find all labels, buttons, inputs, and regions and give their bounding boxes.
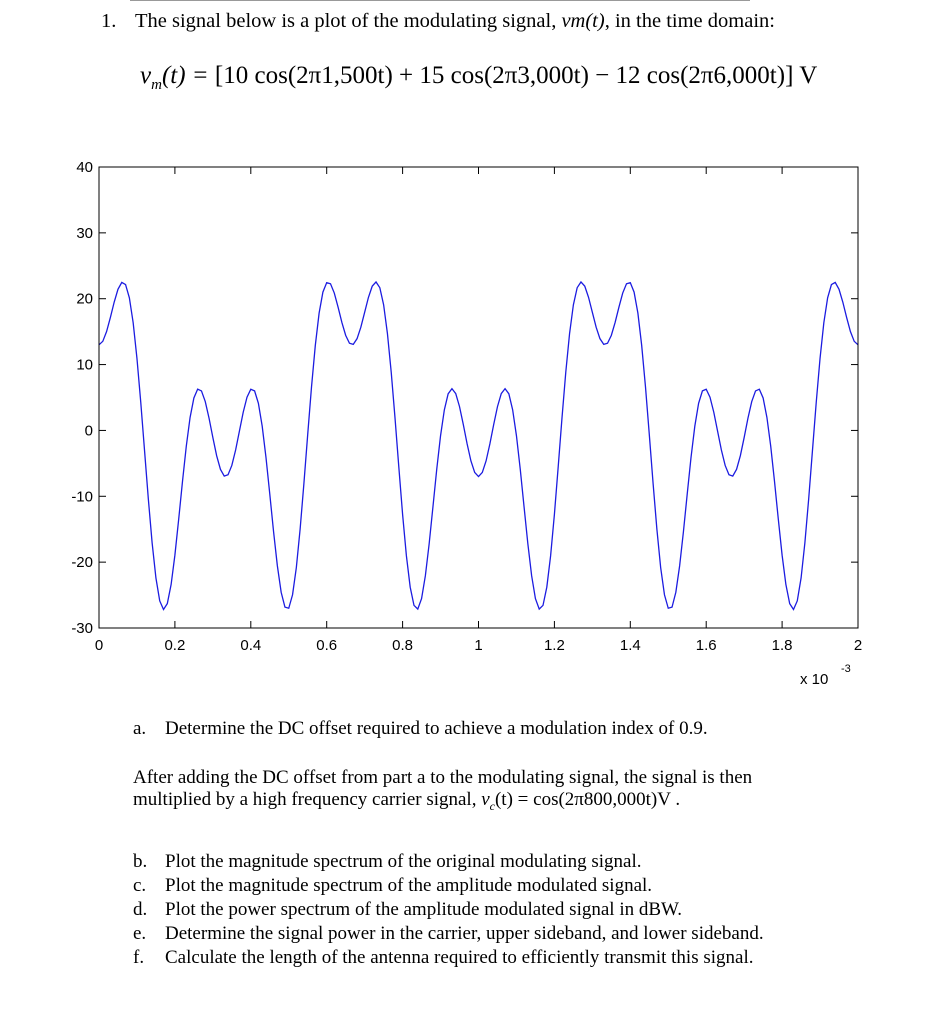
paragraph-line2-text: multiplied by a high frequency carrier signal,	[133, 789, 482, 810]
x-tick-label: 0	[94, 637, 104, 654]
x-tick-label: 2	[853, 637, 863, 654]
x-tick-label: 1.4	[619, 637, 641, 654]
part-text: Determine the signal power in the carrier, upper sideband, and lower sideband.	[165, 923, 764, 944]
y-tick-label: 10	[76, 356, 93, 374]
y-tick-label: -10	[71, 488, 93, 506]
part-label: c.	[133, 875, 147, 896]
x-tick-label: 0.4	[240, 637, 262, 654]
carrier-eq-v: v	[481, 789, 490, 810]
list-item	[133, 946, 764, 970]
part-a-text: Determine the DC offset required to achieve a modulation index of 0.9.	[165, 718, 708, 739]
part-label: f.	[133, 947, 145, 968]
y-tick-label: 0	[84, 422, 93, 440]
equation-rhs: [10 cos(2π1,500t) + 15 cos(2π3,000t) − 12 cos(2π6,000t)] V	[214, 62, 818, 89]
y-tick-label: -30	[71, 620, 93, 637]
list-item	[133, 874, 764, 898]
paragraph-line2	[133, 789, 752, 817]
y-tick-label: 20	[76, 290, 93, 308]
list-item	[133, 898, 764, 922]
equation-lhs-arg: (t) =	[161, 62, 209, 89]
y-tick-label: 30	[76, 224, 93, 242]
paragraph-line2-end: .	[670, 789, 681, 810]
x-tick-label: 0.6	[316, 637, 338, 654]
question-text-before: The signal below is a plot of the modulating signal,	[135, 10, 562, 32]
equation-lhs-sub: m	[151, 77, 162, 93]
question-text-after: , in the time domain:	[604, 10, 775, 32]
y-tick-label: 40	[76, 159, 93, 176]
x-scale-label: x 10	[800, 671, 829, 688]
question-number: 1.	[101, 10, 117, 32]
part-a	[133, 718, 708, 740]
x-tick-label: 1.2	[543, 637, 565, 654]
x-tick-label: 1.6	[695, 637, 717, 654]
list-item	[133, 850, 764, 874]
x-tick-label: 1	[474, 637, 483, 654]
carrier-equation	[481, 789, 671, 813]
carrier-eq-rest: (t) = cos(2π800,000t)V	[494, 789, 671, 810]
paragraph-line1: After adding the DC offset from part a to the modulating signal, the signal is then	[133, 767, 753, 788]
carrier-eq-sub: c	[489, 798, 495, 813]
y-tick-label: -20	[71, 554, 93, 572]
part-label: d.	[133, 899, 148, 920]
parts-list	[133, 850, 764, 970]
part-text: Plot the magnitude spectrum of the amplitude modulated signal.	[165, 875, 653, 896]
equation-lhs: v	[140, 62, 152, 89]
x-tick-label: 0.8	[392, 637, 414, 654]
x-tick-label: 1.8	[771, 637, 793, 654]
plot-frame	[99, 167, 858, 628]
part-label: b.	[133, 851, 148, 872]
carrier-paragraph	[133, 767, 752, 817]
list-item	[133, 922, 764, 946]
x-tick-label: 0.2	[164, 637, 186, 654]
signal-name: vm(t)	[561, 10, 605, 32]
part-text: Plot the magnitude spectrum of the original modulating signal.	[165, 851, 642, 872]
signal-line	[99, 282, 858, 610]
x-scale-exponent: -3	[841, 663, 851, 675]
part-text: Plot the power spectrum of the amplitude modulated signal in dBW.	[165, 899, 682, 920]
part-text: Calculate the length of the antenna required to efficiently transmit this signal.	[165, 947, 754, 968]
part-a-label: a.	[133, 718, 147, 739]
part-label: e.	[133, 923, 147, 944]
